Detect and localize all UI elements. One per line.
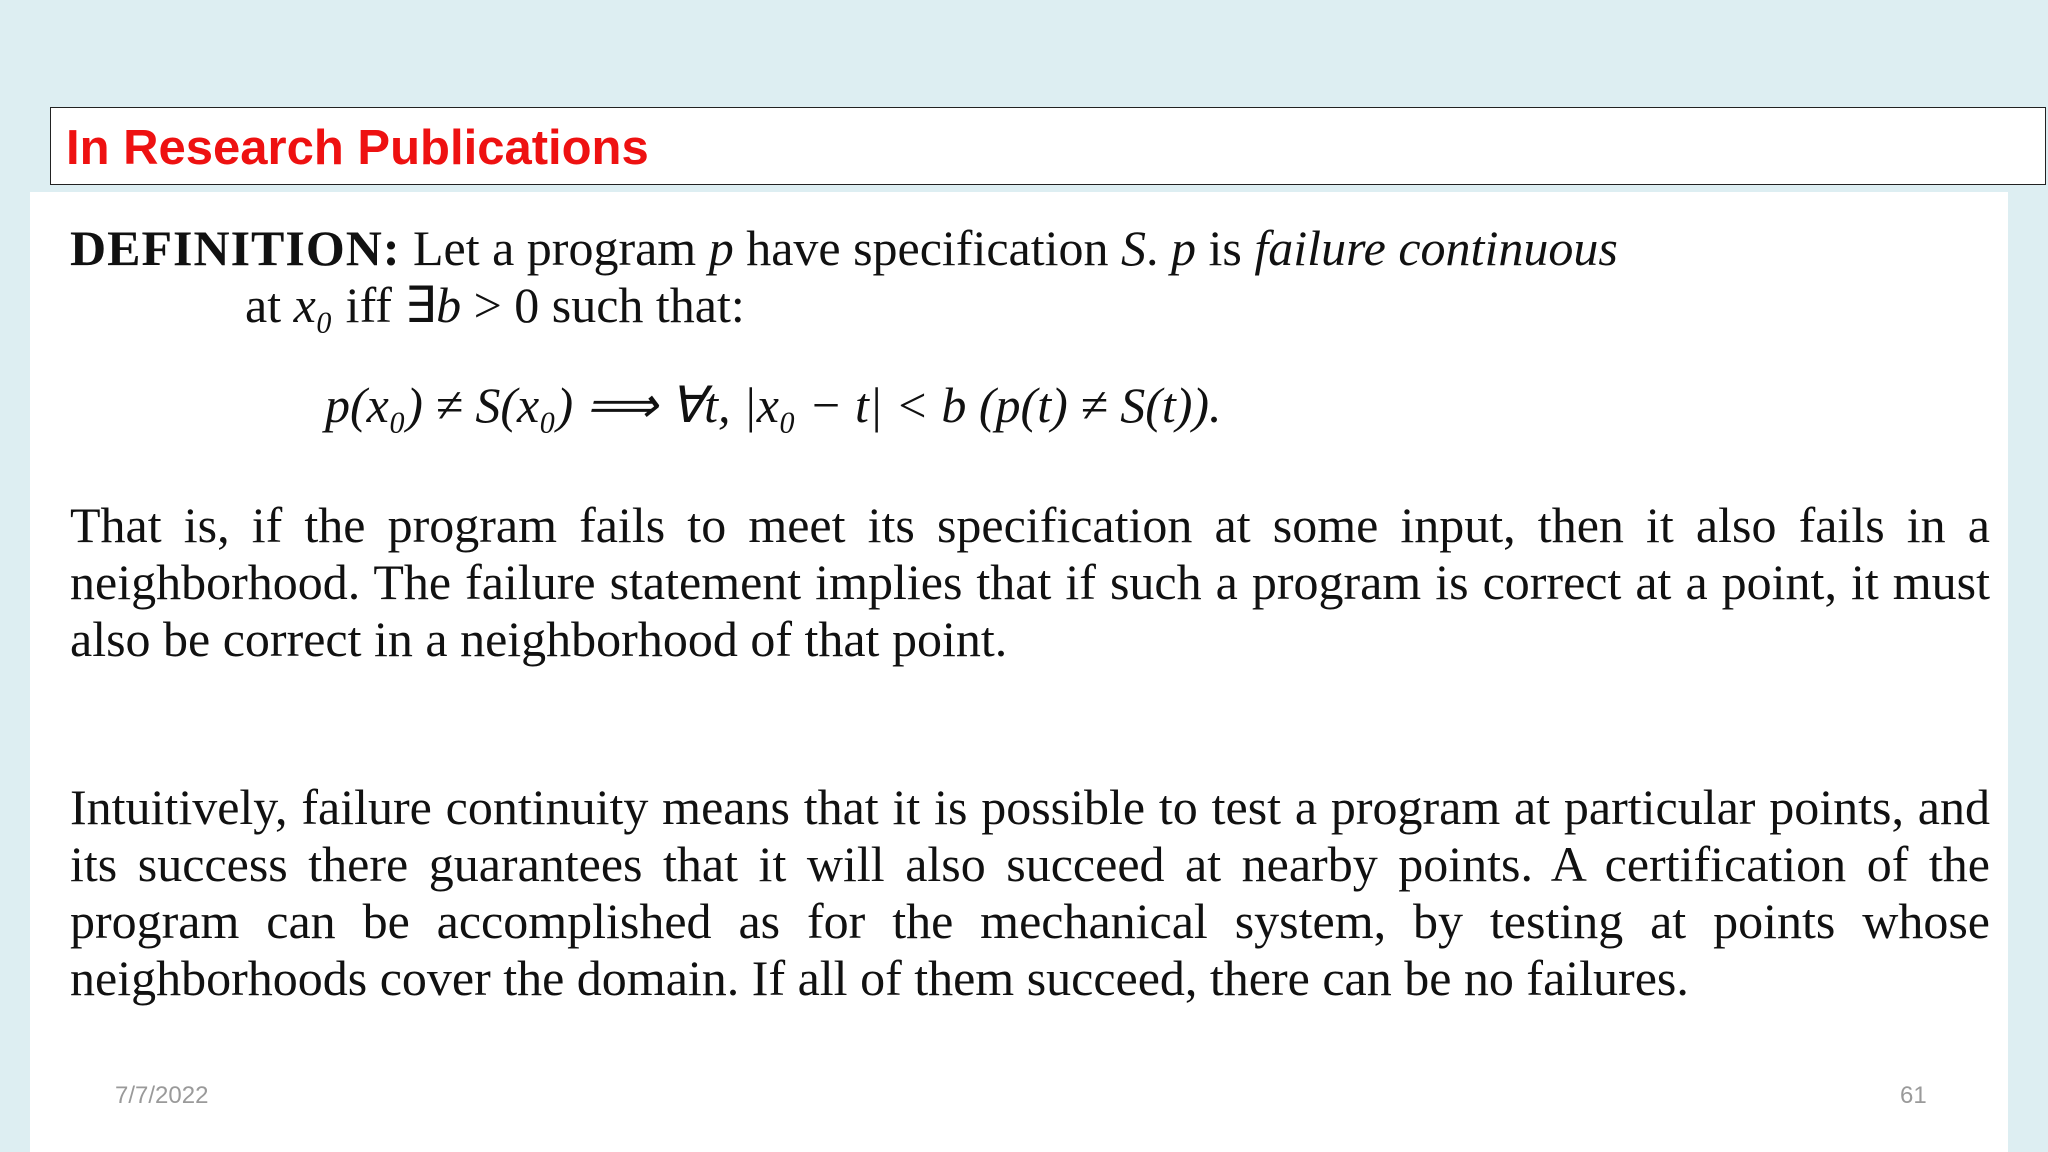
definition-text-6: iff ∃ [345,277,437,333]
slide-title-box [50,107,2046,185]
publication-excerpt [30,192,2008,1152]
variable-x0: x₀ [293,277,334,333]
slide-title: In Research Publications [66,121,649,175]
definition-text-7: > 0 such that: [473,277,745,333]
definition-text-5: at [245,277,282,333]
variable-p: p [708,220,734,276]
definition-text-4: is [1208,220,1242,276]
definition-text-3: . [1146,220,1159,276]
definition-text-2: have specification [746,220,1109,276]
definition-line-1 [70,220,1990,277]
variable-b: b [436,277,462,333]
slide-page-number: 61 [1900,1082,1927,1109]
definition-label: DEFINITION: [70,220,401,276]
variable-s: S [1121,220,1147,276]
defined-term: failure continuous [1254,220,1618,276]
explanation-paragraph: That is, if the program fails to meet its specification at some input, then it also fails in a neighborhood. The failure statement implies that if such a program is correct at a point, it must also be correct in a neighborhood of that point. [70,497,1990,667]
intuition-paragraph: Intuitively, failure continuity means that it is possible to test a program at particular points, and its success there guarantees that it will also succeed at nearby points. A certification of the program can be accomplished as for the mechanical system, by testing at points whose neighborhoods cover the domain. If all of them succeed, there can be no failures. [70,779,1990,1006]
definition-line-2 [70,277,1990,334]
slide-date: 7/7/2022 [115,1082,209,1109]
failure-continuity-formula: p(x₀) ≠ S(x₀) ⟹ ∀t, |x₀ − t| < b (p(t) ≠ S(t)). [325,377,1222,433]
definition-block [70,220,1990,334]
definition-text-1: Let a program [412,220,697,276]
variable-p-2: p [1171,220,1197,276]
